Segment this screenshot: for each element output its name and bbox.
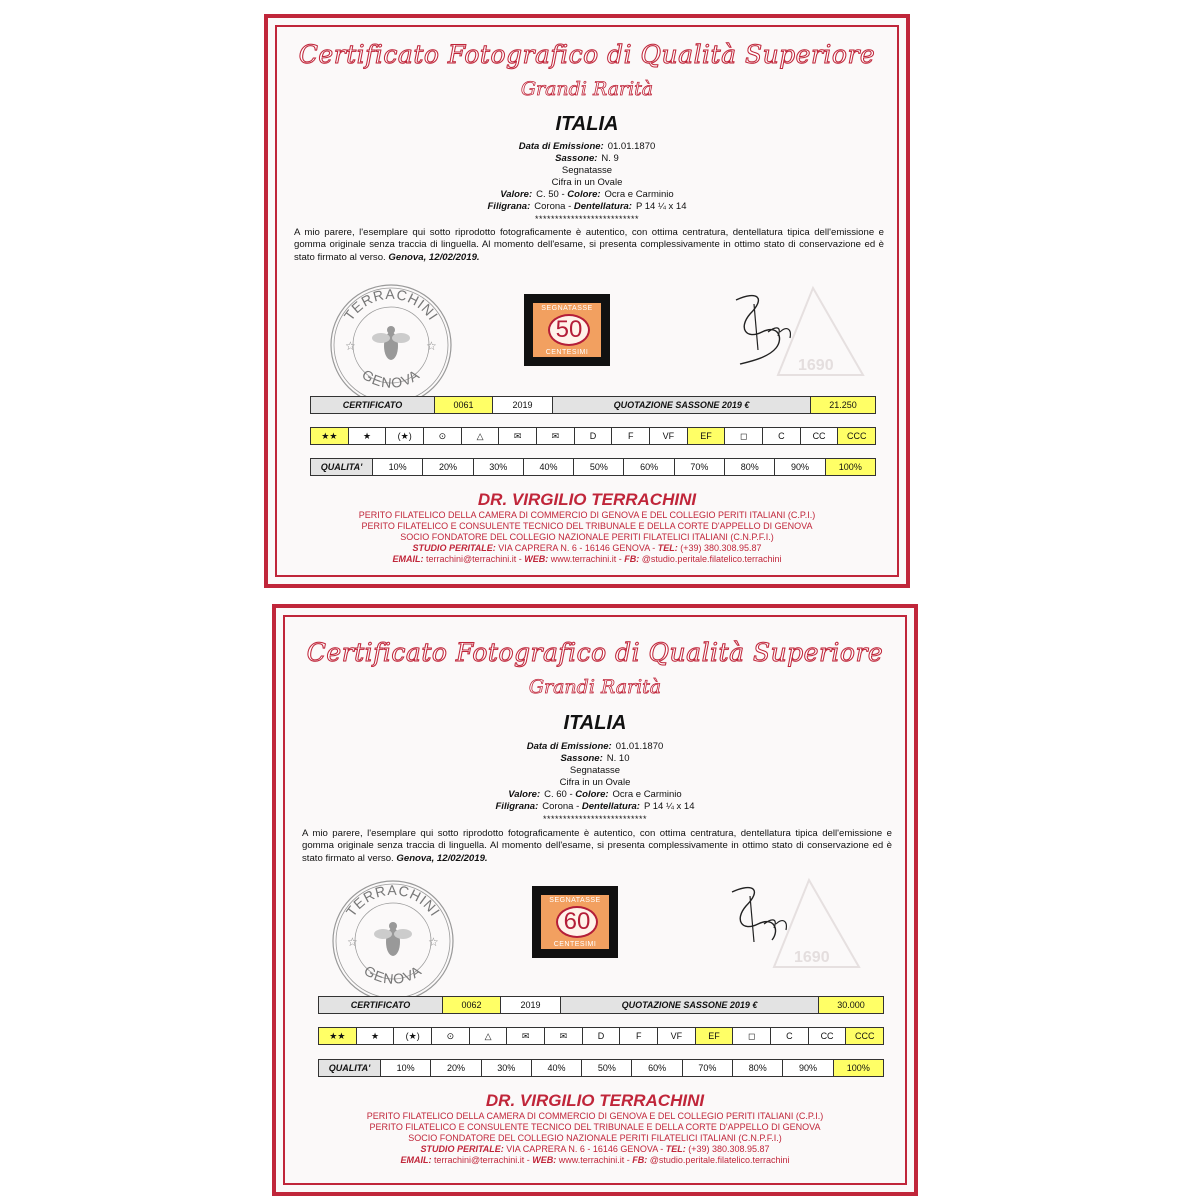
grade-cell: CCC	[838, 428, 875, 444]
filigrana-value: Corona	[534, 201, 566, 212]
terrachini-seal	[326, 280, 456, 410]
stamp-photo	[524, 294, 610, 366]
certificate-year: 2019	[493, 397, 553, 413]
grade-cell: ⊙	[424, 428, 462, 444]
quality-cell: 100%	[826, 459, 875, 475]
filigrana-value: Corona	[542, 801, 574, 812]
grade-cell: (★)	[386, 428, 424, 444]
svg-text:☆: ☆	[428, 935, 439, 949]
tel-label: TEL:	[665, 1144, 686, 1154]
quotazione-value: 30.000	[819, 997, 883, 1013]
quality-cell: 30%	[474, 459, 524, 475]
sassone-label: Sassone:	[560, 753, 603, 764]
opinion-paragraph	[302, 828, 892, 865]
certificate-number: 0062	[443, 997, 501, 1013]
grade-cell: ★★	[311, 428, 349, 444]
grade-cell: ◻	[725, 428, 763, 444]
grade-row	[310, 427, 876, 445]
stamp-value: 60	[556, 906, 598, 938]
quality-cell: 40%	[524, 459, 574, 475]
place-date: Genova, 12/02/2019.	[388, 251, 480, 263]
expert-credential-2: PERITO FILATELICO E CONSULENTE TECNICO DEL TRIBUNALE E DELLA CORTE D'APPELLO DI GENOVA	[369, 1122, 821, 1132]
grade-cell: C	[763, 428, 801, 444]
quality-cell: 90%	[775, 459, 825, 475]
stamp-top-text: SEGNATASSE	[549, 897, 601, 904]
grade-cell: ◻	[733, 1028, 771, 1044]
stamp-photo	[532, 886, 618, 958]
quality-label: QUALITA'	[319, 1060, 381, 1076]
sassone-label: Sassone:	[555, 153, 598, 164]
email-label: EMAIL:	[392, 554, 424, 564]
opinion-text: A mio parere, l'esemplare qui sotto riprodotto fotograficamente è autentico, con ottima centratura, dentellatura tipica dell'emissione e gomma originale senza traccia di linguella. Al momento dell'esame, si presenta complessivamente in ottimo stato di conservazione ed è stato firmato al verso.	[302, 828, 892, 864]
studio-label: STUDIO PERITALE:	[412, 543, 496, 553]
grade-row	[318, 1027, 884, 1045]
quality-cell: 50%	[582, 1060, 632, 1076]
email-value[interactable]: terrachini@terrachini.it -	[426, 554, 522, 564]
sassone-value: N. 10	[606, 753, 630, 764]
separator-line: **************************	[534, 214, 640, 224]
svg-text:☆: ☆	[426, 339, 437, 353]
svg-text:TERRACHINI: TERRACHINI	[340, 285, 442, 324]
grade-cell: D	[575, 428, 613, 444]
studio-address: VIA CAPRERA N. 6 - 16146 GENOVA -	[506, 1144, 664, 1154]
grade-cell: ★★	[319, 1028, 357, 1044]
svg-text:☆: ☆	[347, 935, 358, 949]
fb-label: FB:	[624, 554, 640, 564]
quality-row	[318, 1059, 884, 1077]
stamp-details: Data di Emissione: 01.01.1870 Sassone: N. 9 Segnatasse Cifra in un Ovale Valore: C. 50 - Colore: Ocra e Carminio Filigrana: Corona - Dentellatura: P 14 ¼ x 14	[268, 141, 906, 213]
quotazione-label: QUOTAZIONE SASSONE 2019 €	[561, 997, 819, 1013]
quality-cell: 60%	[624, 459, 674, 475]
certificate-0061	[264, 14, 910, 588]
grade-cell: EF	[696, 1028, 734, 1044]
certificate-year: 2019	[501, 997, 561, 1013]
grade-cell: D	[583, 1028, 621, 1044]
watermark-year: 1690	[794, 949, 830, 966]
grade-cell: (★)	[394, 1028, 432, 1044]
expert-signature	[714, 872, 864, 972]
stamp-top-text: SEGNATASSE	[541, 305, 593, 312]
web-value[interactable]: www.terrachini.it -	[558, 1155, 630, 1165]
expert-name: DR. VIRGILIO TERRACHINI	[477, 490, 697, 509]
quality-cell: 10%	[381, 1060, 431, 1076]
colore-label: Colore:	[567, 189, 601, 200]
stamp-bottom-text: CENTESIMI	[545, 349, 589, 356]
expert-credential-3: SOCIO FONDATORE DEL COLLEGIO NAZIONALE PERITI FILATELICI ITALIANI (C.N.P.F.I.)	[400, 532, 774, 542]
quality-cell: 70%	[683, 1060, 733, 1076]
valore-value: C. 50	[536, 189, 559, 200]
filigrana-label: Filigrana:	[487, 201, 531, 212]
quality-cell: 80%	[733, 1060, 783, 1076]
fb-value[interactable]: @studio.peritale.filatelico.terrachini	[641, 554, 782, 564]
country-heading: ITALIA	[555, 113, 619, 135]
quality-row	[310, 458, 876, 476]
grade-cell: F	[612, 428, 650, 444]
grade-cell: △	[470, 1028, 508, 1044]
colore-label: Colore:	[575, 789, 609, 800]
grade-cell: EF	[688, 428, 726, 444]
valore-label: Valore:	[508, 789, 541, 800]
separator-line: **************************	[542, 814, 648, 824]
certificate-0062	[272, 604, 918, 1196]
emission-label: Data di Emissione:	[518, 141, 604, 152]
stamp-bottom-text: CENTESIMI	[553, 941, 597, 948]
watermark-year: 1690	[798, 357, 834, 374]
quality-cell: 20%	[431, 1060, 481, 1076]
grade-cell: ✉	[545, 1028, 583, 1044]
grade-cell: CC	[809, 1028, 847, 1044]
svg-text:☆: ☆	[345, 339, 356, 353]
stamp-face	[533, 303, 601, 357]
expert-signature	[718, 280, 868, 380]
tel-value: (+39) 380.308.95.87	[688, 1144, 770, 1154]
expert-credential-1: PERITO FILATELICO DELLA CAMERA DI COMMERCIO DI GENOVA E DEL COLLEGIO PERITI ITALIANI (C.P.I.)	[366, 1111, 824, 1121]
fb-label: FB:	[632, 1155, 648, 1165]
quality-cell: 70%	[675, 459, 725, 475]
grade-cell: ✉	[507, 1028, 545, 1044]
grade-cell: ★	[357, 1028, 395, 1044]
terrachini-seal	[328, 876, 458, 1006]
grade-cell: CCC	[846, 1028, 883, 1044]
dentellatura-label: Dentellatura:	[581, 801, 640, 812]
quality-cell: 20%	[423, 459, 473, 475]
tel-value: (+39) 380.308.95.87	[680, 543, 762, 553]
design-line: Cifra in un Ovale	[559, 777, 631, 788]
email-label: EMAIL:	[400, 1155, 432, 1165]
quality-cell: 60%	[632, 1060, 682, 1076]
grade-cell: VF	[658, 1028, 696, 1044]
valore-label: Valore:	[500, 189, 533, 200]
expert-credential-2: PERITO FILATELICO E CONSULENTE TECNICO DEL TRIBUNALE E DELLA CORTE D'APPELLO DI GENOVA	[361, 521, 813, 531]
valore-value: C. 60	[544, 789, 567, 800]
sassone-value: N. 9	[601, 153, 619, 164]
web-label: WEB:	[532, 1155, 557, 1165]
certificate-subtitle: Grandi Rarità	[528, 676, 662, 698]
dentellatura-value: P 14 ¼ x 14	[635, 201, 687, 212]
certificate-title: Certificato Fotografico di Qualità Superiore	[298, 40, 876, 69]
emission-value: 01.01.1870	[615, 741, 664, 752]
colore-value: Ocra e Carminio	[604, 189, 674, 200]
quotazione-value: 21.250	[811, 397, 875, 413]
quality-cell: 50%	[574, 459, 624, 475]
emission-label: Data di Emissione:	[526, 741, 612, 752]
web-label: WEB:	[524, 554, 549, 564]
stamp-value: 50	[548, 314, 590, 346]
quality-label: QUALITA'	[311, 459, 373, 475]
grade-cell: △	[462, 428, 500, 444]
type-line: Segnatasse	[569, 765, 621, 776]
studio-address: VIA CAPRERA N. 6 - 16146 GENOVA -	[498, 543, 656, 553]
certificate-number: 0061	[435, 397, 493, 413]
grade-cell: C	[771, 1028, 809, 1044]
opinion-text: A mio parere, l'esemplare qui sotto riprodotto fotograficamente è autentico, con ottima centratura, dentellatura tipica dell'emissione e gomma originale senza traccia di linguella. Al momento dell'esame, si presenta complessivamente in ottimo stato di conservazione ed è stato firmato al verso.	[294, 227, 884, 263]
svg-text:GENOVA: GENOVA	[359, 366, 423, 391]
grade-cell: ✉	[499, 428, 537, 444]
stamp-face	[541, 895, 609, 949]
fb-value[interactable]: @studio.peritale.filatelico.terrachini	[649, 1155, 790, 1165]
grade-cell: ★	[349, 428, 387, 444]
expert-name: DR. VIRGILIO TERRACHINI	[485, 1091, 705, 1110]
stamp-details: Data di Emissione: 01.01.1870 Sassone: N. 10 Segnatasse Cifra in un Ovale Valore: C. 60 - Colore: Ocra e Carminio Filigrana: Corona - Dentellatura: P 14 ¼ x 14	[276, 741, 914, 813]
quality-cell: 80%	[725, 459, 775, 475]
certificate-number-row	[318, 996, 884, 1014]
bee-icon	[374, 922, 412, 956]
opinion-paragraph	[294, 227, 884, 264]
filigrana-label: Filigrana:	[495, 801, 539, 812]
quotazione-label: QUOTAZIONE SASSONE 2019 €	[553, 397, 811, 413]
email-value[interactable]: terrachini@terrachini.it -	[434, 1155, 530, 1165]
certificate-title: Certificato Fotografico di Qualità Superiore	[306, 638, 884, 667]
grade-cell: ✉	[537, 428, 575, 444]
certificato-label: CERTIFICATO	[311, 397, 435, 413]
svg-text:TERRACHINI: TERRACHINI	[342, 881, 444, 920]
svg-text:GENOVA: GENOVA	[361, 962, 425, 987]
grade-cell: CC	[801, 428, 839, 444]
quality-cell: 40%	[532, 1060, 582, 1076]
expert-footer	[276, 1091, 914, 1166]
emission-value: 01.01.1870	[607, 141, 656, 152]
expert-credential-1: PERITO FILATELICO DELLA CAMERA DI COMMERCIO DI GENOVA E DEL COLLEGIO PERITI ITALIANI (C.P.I.)	[358, 510, 816, 520]
dentellatura-label: Dentellatura:	[573, 201, 632, 212]
bee-icon	[372, 326, 410, 360]
grade-cell: F	[620, 1028, 658, 1044]
tel-label: TEL:	[657, 543, 678, 553]
grade-cell: VF	[650, 428, 688, 444]
web-value[interactable]: www.terrachini.it -	[550, 554, 622, 564]
expert-footer	[268, 490, 906, 565]
expert-credential-3: SOCIO FONDATORE DEL COLLEGIO NAZIONALE PERITI FILATELICI ITALIANI (C.N.P.F.I.)	[408, 1133, 782, 1143]
dentellatura-value: P 14 ¼ x 14	[643, 801, 695, 812]
grade-cell: ⊙	[432, 1028, 470, 1044]
type-line: Segnatasse	[561, 165, 613, 176]
country-heading: ITALIA	[563, 712, 627, 734]
quality-cell: 10%	[373, 459, 423, 475]
design-line: Cifra in un Ovale	[551, 177, 623, 188]
place-date: Genova, 12/02/2019.	[396, 852, 488, 864]
certificato-label: CERTIFICATO	[319, 997, 443, 1013]
quality-cell: 90%	[783, 1060, 833, 1076]
quality-cell: 30%	[482, 1060, 532, 1076]
studio-label: STUDIO PERITALE:	[420, 1144, 504, 1154]
quality-cell: 100%	[834, 1060, 883, 1076]
certificate-number-row	[310, 396, 876, 414]
certificate-subtitle: Grandi Rarità	[520, 78, 654, 100]
colore-value: Ocra e Carminio	[612, 789, 682, 800]
